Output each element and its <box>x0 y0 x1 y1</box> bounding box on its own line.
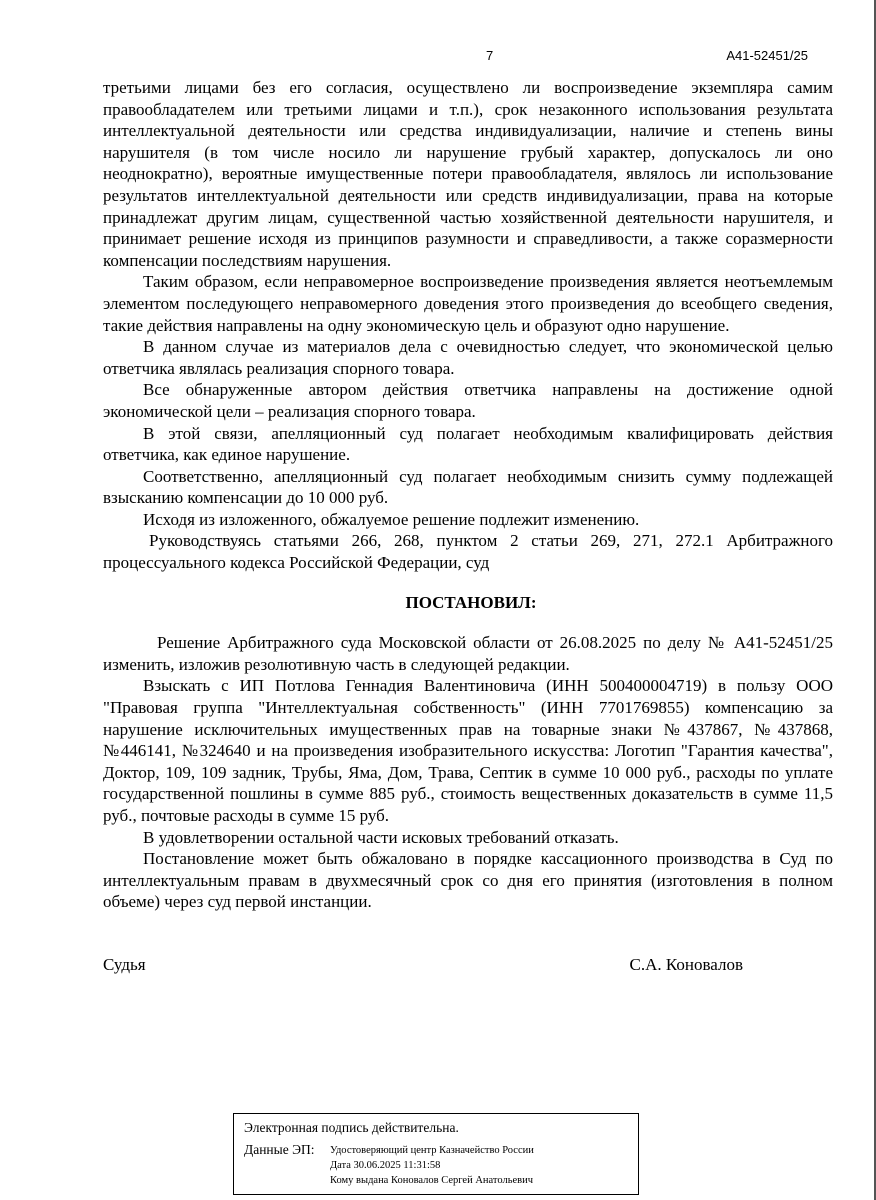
resolved-heading: ПОСТАНОВИЛ: <box>405 592 537 612</box>
paragraph-3: В данном случае из материалов дела с очевидностью следует, что экономической целью ответчика являлась реализация спорного товара. <box>103 337 833 378</box>
page-number: 7 <box>486 48 494 63</box>
esig-date: Дата 30.06.2025 11:31:58 <box>330 1160 441 1171</box>
paragraph-7: Исходя из изложенного, обжалуемое решение подлежит изменению. <box>143 509 640 529</box>
paragraph-4: Все обнаруженные автором действия ответчика направлены на достижение одной экономической цели – реализация спорного товара. <box>103 380 833 421</box>
paragraph-5: В этой связи, апелляционный суд полагает необходимым квалифицировать действия ответчика, как единое нарушение. <box>103 423 833 465</box>
paragraph-2: Таким образом, если неправомерное воспроизведение произведения является неотъемлемым элементом последующего неправомерного доведения этого произведения до всеобщего сведения, такие действия направлены на одну экономическую цель и образуют одно нарушение. <box>103 272 833 335</box>
document-body <box>103 77 833 913</box>
paragraph-11: В удовлетворении остальной части исковых требований отказать. <box>143 827 619 847</box>
paragraph-6: Соответственно, апелляционный суд полагает необходимым снизить сумму подлежащей взысканию компенсации до 10 000 руб. <box>103 466 833 508</box>
esig-details <box>330 1143 534 1188</box>
judge-title: Судья <box>103 955 146 974</box>
esig-issued-to: Кому выдана Коновалов Сергей Анатольевич <box>330 1175 534 1186</box>
judge-name: С.А. Коновалов <box>629 955 743 974</box>
esig-issuer: Удостоверяющий центр Казначейство России <box>330 1145 534 1156</box>
case-number: А41-52451/25 <box>726 48 808 63</box>
paragraph-9: Решение Арбитражного суда Московской области от 26.08.2025 по делу № А41-52451/25 изменить, изложив резолютивную часть в следующей редакции. <box>103 633 833 674</box>
esig-status: Электронная подпись действительна. <box>244 1120 459 1135</box>
paragraph-10: Взыскать с ИП Потлова Геннадия Валентиновича (ИНН 500400004719) в пользу ООО "Правовая группа "Интеллектуальная собственность" (ИНН 7701769855) компенсацию за нарушение исключительных имущественных прав на товарные знаки №437867, №437868, №446141, №324640 и на произведения изобразительного искусства: Логотип "Гарантия качества", Доктор, 109, 109 задник, Трубы, Яма, Дом, Трава, Септик в сумме 10 000 руб., расходы по уплате государственной пошлины в сумме 885 руб., стоимость вещественных доказательств в сумме 11,5 руб., почтовые расходы в сумме 15 руб. <box>103 676 833 825</box>
paragraph-12: Постановление может быть обжаловано в порядке кассационного производства в Суд по интеллектуальным правам в двухмесячный срок со дня его принятия (изготовления в полном объеме) через суд первой инстанции. <box>103 849 833 912</box>
paragraph-1: третьими лицами без его согласия, осуществлено ли воспроизведение экземпляра самим правообладателем или третьими лицами и т.п.), срок незаконного использования результата интеллектуальной деятельности или средства индивидуализации, наличие и степень вины нарушителя (в том числе носило ли нарушение грубый характер, допускалось ли оно неоднократно), вероятные имущественные потери правообладателя, являлось ли использование результатов интеллектуальной деятельности или средств индивидуализации, права на которые принадлежат другим лицам, существенной частью хозяйственной деятельности нарушителя, и принимает решение исходя из принципов разумности и справедливости, а также соразмерности компенсации последствиям нарушения. <box>103 78 833 270</box>
esig-label: Данные ЭП: <box>244 1142 315 1157</box>
electronic-signature-box <box>233 1113 639 1195</box>
paragraph-8: Руководствуясь статьями 266, 268, пунктом 2 статьи 269, 271, 272.1 Арбитражного процессуального кодекса Российской Федерации, суд <box>103 531 833 573</box>
